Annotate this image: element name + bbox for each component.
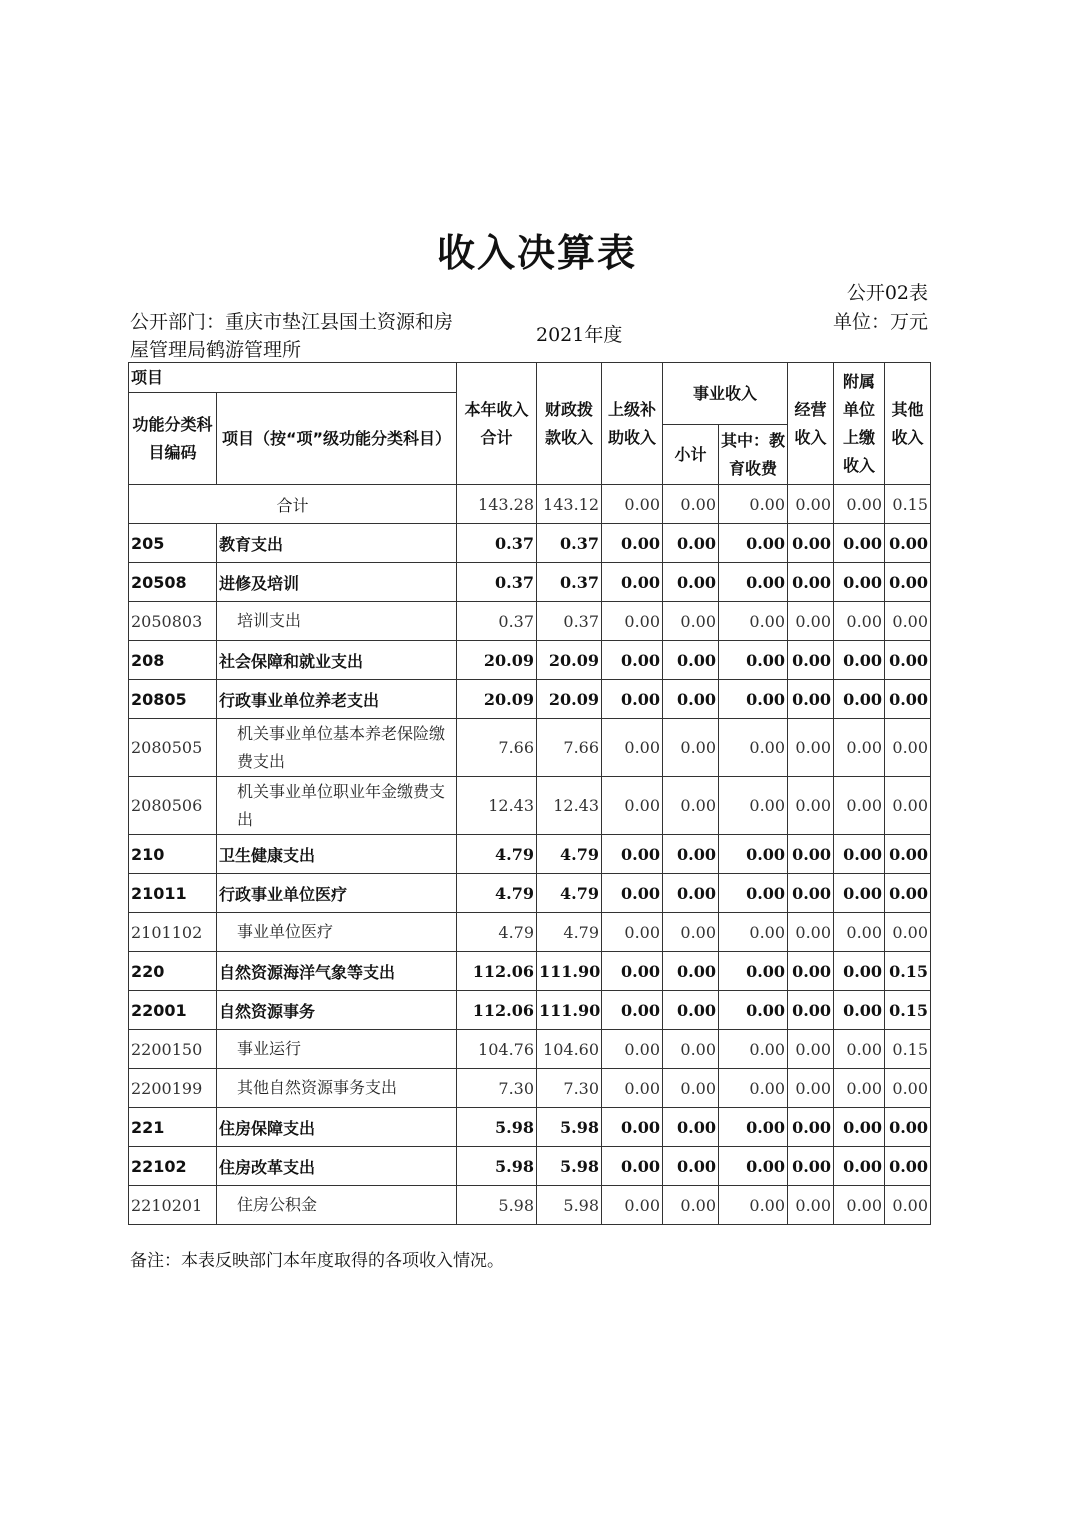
row-value: 0.00	[719, 952, 788, 991]
table-row	[129, 913, 931, 952]
row-value: 0.00	[788, 874, 834, 913]
row-value: 0.00	[788, 563, 834, 602]
row-value: 0.00	[602, 1030, 663, 1069]
table-row	[129, 1186, 931, 1225]
row-value: 0.00	[719, 524, 788, 563]
row-value: 112.06	[457, 991, 537, 1030]
row-value: 0.00	[834, 835, 885, 874]
row-value: 0.00	[834, 913, 885, 952]
row-value: 0.00	[602, 1108, 663, 1147]
row-value: 7.30	[537, 1069, 602, 1108]
row-value: 0.00	[602, 1069, 663, 1108]
row-value: 0.00	[885, 1108, 931, 1147]
row-value: 0.00	[663, 874, 719, 913]
row-value: 0.00	[788, 680, 834, 719]
row-name: 机关事业单位基本养老保险缴费支出	[217, 719, 457, 777]
row-value: 5.98	[537, 1108, 602, 1147]
row-value: 0.00	[719, 563, 788, 602]
row-value: 0.00	[788, 1147, 834, 1186]
row-value: 20.09	[457, 641, 537, 680]
row-value: 0.00	[788, 1108, 834, 1147]
row-value: 20.09	[457, 680, 537, 719]
header-edu-fee: 其中：教育收费	[719, 425, 788, 485]
row-value: 0.00	[602, 991, 663, 1030]
row-value: 0.00	[602, 835, 663, 874]
total-value: 143.28	[457, 485, 537, 524]
unit-label: 单位：万元	[832, 311, 928, 333]
row-value: 0.00	[885, 641, 931, 680]
row-name: 住房公积金	[217, 1186, 457, 1225]
table-row	[129, 835, 931, 874]
row-name: 其他自然资源事务支出	[217, 1069, 457, 1108]
row-value: 7.30	[457, 1069, 537, 1108]
row-value: 0.00	[663, 719, 719, 777]
total-value: 0.15	[885, 485, 931, 524]
row-value: 20.09	[537, 680, 602, 719]
header-project: 项目	[129, 363, 457, 393]
row-value: 0.00	[663, 913, 719, 952]
row-value: 0.00	[663, 1108, 719, 1147]
row-value: 0.00	[834, 563, 885, 602]
row-value: 0.00	[834, 1108, 885, 1147]
row-value: 5.98	[537, 1147, 602, 1186]
header-business-income: 事业收入	[663, 363, 788, 425]
header-other: 其他收入	[885, 363, 931, 485]
row-value: 0.00	[663, 952, 719, 991]
row-value: 0.00	[719, 602, 788, 641]
row-value: 5.98	[457, 1147, 537, 1186]
row-value: 0.00	[788, 777, 834, 835]
row-value: 0.00	[602, 777, 663, 835]
row-value: 7.66	[457, 719, 537, 777]
row-value: 0.00	[885, 524, 931, 563]
row-value: 0.00	[834, 874, 885, 913]
row-value: 4.79	[457, 913, 537, 952]
row-value: 0.00	[885, 835, 931, 874]
table-row	[129, 719, 931, 777]
row-value: 112.06	[457, 952, 537, 991]
row-value: 0.00	[885, 719, 931, 777]
row-value: 0.00	[719, 1108, 788, 1147]
row-name: 事业单位医疗	[217, 913, 457, 952]
footnote: 备注：本表反映部门本年度取得的各项收入情况。	[130, 1251, 504, 1271]
row-value: 0.00	[663, 1069, 719, 1108]
row-code: 20508	[129, 563, 217, 602]
row-value: 4.79	[537, 913, 602, 952]
row-value: 0.00	[788, 835, 834, 874]
row-value: 0.37	[457, 524, 537, 563]
table-row	[129, 1069, 931, 1108]
row-value: 104.76	[457, 1030, 537, 1069]
row-value: 0.00	[834, 1147, 885, 1186]
row-value: 0.37	[537, 602, 602, 641]
row-value: 0.37	[537, 524, 602, 563]
row-value: 0.00	[719, 1186, 788, 1225]
total-row	[129, 485, 931, 524]
row-value: 0.00	[602, 1147, 663, 1186]
row-value: 0.00	[663, 777, 719, 835]
table-row	[129, 602, 931, 641]
row-value: 0.00	[719, 913, 788, 952]
row-value: 0.15	[885, 1030, 931, 1069]
row-value: 0.00	[602, 719, 663, 777]
row-value: 0.15	[885, 952, 931, 991]
row-value: 0.00	[885, 680, 931, 719]
row-value: 0.00	[788, 524, 834, 563]
row-name: 事业运行	[217, 1030, 457, 1069]
row-code: 2200199	[129, 1069, 217, 1108]
row-value: 0.00	[834, 719, 885, 777]
row-value: 0.00	[602, 680, 663, 719]
row-value: 0.00	[834, 777, 885, 835]
row-value: 0.00	[602, 874, 663, 913]
row-code: 205	[129, 524, 217, 563]
table-row	[129, 563, 931, 602]
row-code: 20805	[129, 680, 217, 719]
row-value: 0.00	[719, 1069, 788, 1108]
header-superior-subsidy: 上级补助收入	[602, 363, 663, 485]
row-value: 0.00	[834, 1186, 885, 1225]
row-value: 0.00	[885, 1069, 931, 1108]
table-row	[129, 777, 931, 835]
row-value: 0.00	[719, 777, 788, 835]
row-code: 2080506	[129, 777, 217, 835]
row-code: 2101102	[129, 913, 217, 952]
row-value: 0.37	[457, 563, 537, 602]
header-operating: 经营收入	[788, 363, 834, 485]
row-value: 12.43	[457, 777, 537, 835]
header-fiscal: 财政拨款收入	[537, 363, 602, 485]
row-value: 5.98	[457, 1186, 537, 1225]
row-value: 0.00	[885, 913, 931, 952]
row-name: 行政事业单位医疗	[217, 874, 457, 913]
header-project-name: 项目（按“项”级功能分类科目）	[217, 393, 457, 485]
row-value: 0.00	[788, 1069, 834, 1108]
row-code: 2080505	[129, 719, 217, 777]
row-value: 111.90	[537, 991, 602, 1030]
row-name: 机关事业单位职业年金缴费支出	[217, 777, 457, 835]
row-value: 0.00	[885, 1147, 931, 1186]
income-table	[128, 362, 931, 1225]
page-title: 收入决算表	[436, 231, 637, 275]
row-value: 104.60	[537, 1030, 602, 1069]
row-value: 0.00	[834, 1030, 885, 1069]
row-value: 0.00	[834, 524, 885, 563]
row-value: 12.43	[537, 777, 602, 835]
row-value: 0.00	[834, 680, 885, 719]
row-value: 0.00	[788, 952, 834, 991]
row-value: 0.15	[885, 991, 931, 1030]
row-value: 0.00	[719, 1147, 788, 1186]
row-value: 0.00	[834, 952, 885, 991]
table-row	[129, 1030, 931, 1069]
row-name: 培训支出	[217, 602, 457, 641]
row-value: 111.90	[537, 952, 602, 991]
header-func-code: 功能分类科目编码	[129, 393, 217, 485]
row-code: 22001	[129, 991, 217, 1030]
table-row	[129, 641, 931, 680]
row-value: 0.00	[834, 641, 885, 680]
table-row	[129, 874, 931, 913]
row-value: 0.00	[602, 913, 663, 952]
row-value: 0.00	[719, 1030, 788, 1069]
total-value: 0.00	[602, 485, 663, 524]
row-value: 0.00	[719, 719, 788, 777]
row-value: 0.00	[834, 991, 885, 1030]
row-name: 自然资源海洋气象等支出	[217, 952, 457, 991]
row-value: 0.00	[885, 777, 931, 835]
row-name: 进修及培训	[217, 563, 457, 602]
row-code: 208	[129, 641, 217, 680]
row-value: 0.00	[602, 602, 663, 641]
row-value: 0.00	[663, 1030, 719, 1069]
row-value: 0.00	[719, 835, 788, 874]
row-name: 行政事业单位养老支出	[217, 680, 457, 719]
header-total-income: 本年收入合计	[457, 363, 537, 485]
row-code: 210	[129, 835, 217, 874]
row-value: 0.00	[602, 1186, 663, 1225]
row-code: 221	[129, 1108, 217, 1147]
total-label: 合计	[129, 485, 457, 524]
row-value: 0.00	[663, 1147, 719, 1186]
row-value: 0.00	[663, 1186, 719, 1225]
row-value: 5.98	[457, 1108, 537, 1147]
row-value: 0.00	[719, 874, 788, 913]
row-value: 5.98	[537, 1186, 602, 1225]
header-subtotal: 小计	[663, 425, 719, 485]
row-value: 0.00	[663, 680, 719, 719]
row-value: 0.00	[834, 602, 885, 641]
row-name: 自然资源事务	[217, 991, 457, 1030]
row-value: 0.00	[788, 991, 834, 1030]
table-row	[129, 952, 931, 991]
fiscal-year: 2021年度	[536, 324, 623, 346]
row-value: 7.66	[537, 719, 602, 777]
row-value: 0.00	[788, 602, 834, 641]
row-code: 22102	[129, 1147, 217, 1186]
row-value: 0.00	[834, 1069, 885, 1108]
row-name: 住房保障支出	[217, 1108, 457, 1147]
total-value: 0.00	[788, 485, 834, 524]
department-label: 公开部门：重庆市垫江县国土资源和房屋管理局鹤游管理所	[130, 311, 454, 361]
total-value: 143.12	[537, 485, 602, 524]
row-value: 0.00	[602, 524, 663, 563]
row-name: 住房改革支出	[217, 1147, 457, 1186]
table-row	[129, 1147, 931, 1186]
row-value: 0.00	[719, 641, 788, 680]
row-code: 21011	[129, 874, 217, 913]
row-name: 社会保障和就业支出	[217, 641, 457, 680]
row-value: 0.00	[663, 835, 719, 874]
row-value: 0.00	[663, 524, 719, 563]
row-value: 0.00	[885, 602, 931, 641]
table-row	[129, 991, 931, 1030]
row-value: 0.00	[788, 913, 834, 952]
row-value: 4.79	[457, 874, 537, 913]
row-name: 教育支出	[217, 524, 457, 563]
header-affiliated: 附属单位上缴收入	[834, 363, 885, 485]
row-value: 0.00	[719, 680, 788, 719]
row-value: 0.00	[663, 641, 719, 680]
row-value: 0.37	[457, 602, 537, 641]
row-value: 0.00	[602, 952, 663, 991]
row-value: 4.79	[457, 835, 537, 874]
table-row	[129, 680, 931, 719]
table-row	[129, 524, 931, 563]
row-value: 4.79	[537, 835, 602, 874]
row-value: 0.00	[663, 563, 719, 602]
row-value: 0.00	[788, 1186, 834, 1225]
row-code: 2050803	[129, 602, 217, 641]
row-value: 0.00	[663, 602, 719, 641]
row-code: 220	[129, 952, 217, 991]
row-name: 卫生健康支出	[217, 835, 457, 874]
total-value: 0.00	[663, 485, 719, 524]
row-value: 0.00	[885, 1186, 931, 1225]
row-value: 0.00	[663, 991, 719, 1030]
row-value: 0.00	[885, 563, 931, 602]
row-code: 2200150	[129, 1030, 217, 1069]
table-row	[129, 1108, 931, 1147]
total-value: 0.00	[834, 485, 885, 524]
row-value: 0.00	[602, 641, 663, 680]
row-value: 0.37	[537, 563, 602, 602]
row-value: 0.00	[788, 719, 834, 777]
row-value: 0.00	[885, 874, 931, 913]
total-value: 0.00	[719, 485, 788, 524]
row-value: 0.00	[602, 563, 663, 602]
row-value: 20.09	[537, 641, 602, 680]
row-value: 0.00	[788, 641, 834, 680]
form-number: 公开02表	[846, 282, 928, 304]
row-value: 0.00	[788, 1030, 834, 1069]
row-code: 2210201	[129, 1186, 217, 1225]
row-value: 0.00	[719, 991, 788, 1030]
row-value: 4.79	[537, 874, 602, 913]
